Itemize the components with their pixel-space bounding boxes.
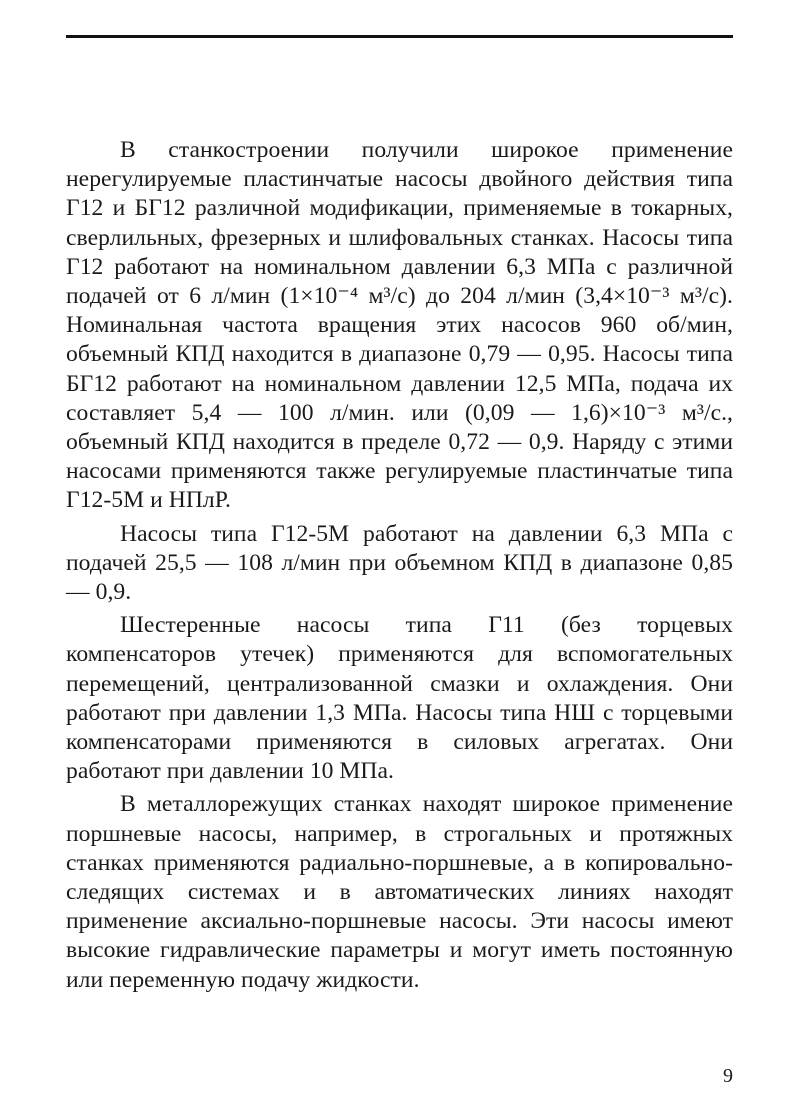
body-text xyxy=(66,136,733,995)
paragraph-4: В металлорежущих станках находят широкое применение поршневые насосы, например, в строгальных и протяжных станках применяются радиально-поршневые, а в копировально-следящих системах и в автоматических линиях находят применение аксиально-поршневые насосы. Эти насосы имеют высокие гидравлические параметры и могут иметь постоянную или переменную подачу жидкости. xyxy=(66,791,733,993)
page-number: 9 xyxy=(723,1065,733,1087)
header-rule xyxy=(66,35,733,38)
paragraph-3: Шестеренные насосы типа Г11 (без торцевых компенсаторов утечек) применяются для вспомогательных перемещений, централизованной смазки и охлаждения. Они работают при давлении 1,3 МПа. Насосы типа НШ с торцевыми компенсаторами применяются в силовых агрегатах. Они работают при давлении 10 МПа. xyxy=(66,612,733,785)
paragraph-1: В станкостроении получили широкое применение нерегулируемые пластинчатые насосы двойного действия типа Г12 и БГ12 различной модификации, применяемые в токарных, сверлильных, фрезерных и шлифовальных станках. Насосы типа Г12 работают на номинальном давлении 6,3 МПа с различной подачей от 6 л/мин (1×10⁻⁴ м³/с) до 204 л/мин (3,4×10⁻³ м³/с). Номинальная частота вращения этих насосов 960 об/мин, объемный КПД находится в диапазоне 0,79 — 0,95. Насосы типа БГ12 работают на номинальном давлении 12,5 МПа, подача их составляет 5,4 — 100 л/мин. или (0,09 — 1,6)×10⁻³ м³/с., объемный КПД находится в пределе 0,72 — 0,9. Наряду с этими насосами применяются также регулируемые пластинчатые типа Г12-5М и НПлР. xyxy=(66,137,733,514)
paragraph-2: Насосы типа Г12-5М работают на давлении 6,3 МПа с подачей 25,5 — 108 л/мин при объемном КПД в диапазоне 0,85 — 0,9. xyxy=(66,520,733,606)
